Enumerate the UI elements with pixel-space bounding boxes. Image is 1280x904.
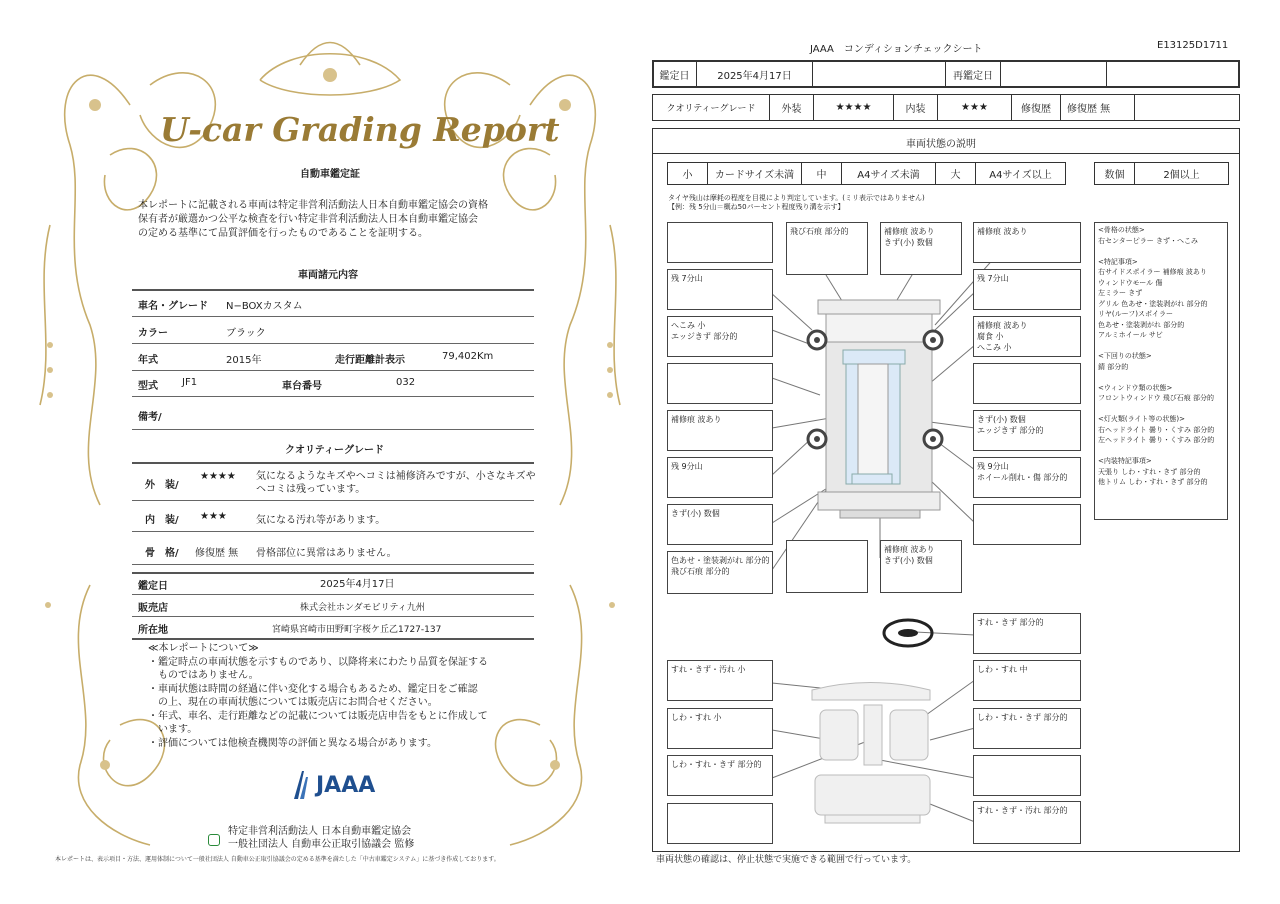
chassis-value: 032 [396,377,416,388]
tire-note-2: 【例：残 5分山＝概ね50パーセント程度残り溝を示す】 [668,203,845,211]
comment-driver-seat: しわ・すれ 小 [671,713,722,722]
specs-header: 車両諸元内容 [298,270,358,281]
ext-stars: ★★★★ [835,102,872,113]
comment-dashboard: すれ・きず 部分的 [977,618,1044,627]
sheet-date-value: 2025年4月17日 [717,70,792,82]
count-label: 数個 [1104,170,1125,181]
fair-trade-icon [208,834,220,846]
comment-rear-interior: すれ・きず・汚れ 部分的 [977,806,1068,815]
comment-right-fender: 補修痕 波あり 腐食 小 へこみ 小 [977,321,1028,352]
exterior-note: 気になるようなキズやヘコミは補修済みですが、小さなキズや ヘコミは残っています。 [256,471,536,495]
dealer-value: 株式会社ホンダモビリティ九州 [300,603,425,613]
comment-passenger-seat: しわ・すれ・きず 部分的 [977,713,1068,722]
exterior-label: 外 装/ [145,480,179,491]
remarks-label: 備考/ [138,412,162,423]
quality-header: クオリティーグレード [285,445,384,456]
sheet-title: JAAA コンディションチェックシート [810,44,983,55]
comment-front-right: 補修痕 波あり [977,227,1028,236]
car-name-label: 車名・グレード [138,301,208,312]
comment-left-tire-front: 残 7分山 [671,274,703,283]
year-label: 年式 [138,355,158,366]
model-label: 型式 [138,381,158,392]
report-footer: 本レポートは、表示項目・方法、運用体制について一般社団法人 自動車公正取引協議会の定める基準を満たした「中古車鑑定システム」に基づき作成しております。 [55,856,500,863]
comment-front-left: 飛び石痕 部分的 [790,227,849,236]
org-name-2: 一般社団法人 自動車公正取引協議会 監修 [228,839,415,850]
report-subtitle: 自動車鑑定証 [300,169,360,180]
org-name-1: 特定非営利活動法人 日本自動車鑑定協会 [228,826,412,837]
int-stars: ★★★ [961,102,988,113]
sheet-date-label: 鑑定日 [659,70,690,82]
count-desc: 2個以上 [1163,170,1200,181]
address-value: 宮崎県宮崎市田野町字桜ケ丘乙1727-137 [272,625,442,635]
repair-label: 修復歴 [1021,104,1051,115]
comment-right-tire-rear: 残 9分山 ホイール削れ・傷 部分的 [977,462,1068,482]
color-value: ブラック [226,328,266,339]
interior-label: 内 装/ [145,515,179,526]
model-value: JF1 [182,377,198,388]
size-large-desc: A4サイズ以上 [989,170,1052,181]
report-title: U-car Grading Report [160,110,560,149]
comment-left-rear: きず(小) 数個 [671,509,720,518]
color-label: カラー [138,328,168,339]
side-notes: <骨格の状態> 右センターピラー きず・へこみ <特記事項> 右サイドスポイラー 補修痕 波あり ウィンドウモール 傷 左ミラー きず グリル 色あせ・塗装剥がれ 部分的 リヤ(ルーフ)スポイラー 色あせ・塗装剥がれ 部分的 アルミホイール サビ <下回りの状態> 錆 部分的 <ウィンドウ類の状態> フロントウィンドウ 飛び石痕 部分的 <灯火類(ライト等の状態)> 右ヘッドライト 曇り・くすみ 部分的 左ヘッドライト 曇り・くすみ 部分的 <内装特記事項> 天張り しわ・すれ・きず 部分的 他トリム しわ・すれ・きず 部分的 [1094,222,1228,520]
car-name-value: N−BOXカスタム [226,301,303,312]
size-small-label: 小 [682,170,693,181]
comment-rear-center: 補修痕 波あり きず(小) 数個 [884,545,935,565]
sheet-footer: 車両状態の確認は、停止状態で実施できる範囲で行っています。 [656,855,917,865]
comment-right-door: きず(小) 数個 エッジきず 部分的 [977,415,1044,435]
comment-interior-front-right: しわ・すれ 中 [977,665,1028,674]
repair-value: 修復歴 無 [1067,104,1111,115]
state-header: 車両状態の説明 [906,139,976,150]
mileage-label: 走行距離計表示 [335,355,405,366]
year-value: 2015年 [226,355,262,366]
size-mid-label: 中 [816,170,827,181]
frame-note: 骨格部位に異常はありません。 [256,548,397,559]
comment-left-tire-rear: 残 9分山 [671,462,703,471]
interior-note: 気になる汚れ等があります。 [256,515,386,526]
sheet-quality-label: クオリティーグレード [666,104,756,114]
interior-stars: ★★★ [200,511,227,522]
size-large-label: 大 [950,170,961,181]
date-value: 2025年4月17日 [320,579,395,590]
reinspect-label: 再鑑定日 [953,70,993,82]
chassis-label: 車台番号 [282,381,322,392]
mileage-value: 79,402Km [442,351,494,362]
tire-note-1: タイヤ残山は摩耗の程度を目視により判定しています。(ミリ表示ではありません) [668,194,925,202]
jaaa-logo-icon [292,769,312,801]
comment-front-center: 補修痕 波あり きず(小) 数個 [884,227,935,247]
dealer-label: 販売店 [138,603,168,614]
sheet-code: E13125D1711 [1157,40,1229,51]
comment-left-door: 補修痕 波あり [671,415,722,424]
exterior-stars: ★★★★ [200,471,236,482]
size-mid-desc: A4サイズ未満 [857,170,920,181]
ext-label: 外装 [781,104,802,115]
comment-interior-front-left: すれ・きず・汚れ 小 [671,665,746,674]
comment-left-fender: へこみ 小 エッジきず 部分的 [671,321,738,341]
int-label: 内装 [905,104,926,115]
comment-right-tire-front: 残 7分山 [977,274,1009,283]
comment-rear-left: 色あせ・塗装剥がれ 部分的 飛び石痕 部分的 [671,556,770,576]
frame-label: 骨 格/ [145,548,179,559]
notice-block: ≪本レポートについて≫ ・鑑定時点の車両状態を示すものであり、以降将来にわたり品質を保証する ものではありません。 ・車両状態は時間の経過に伴い変化する場合もあるため、鑑定日をご確認 の上、現在の車両状態については販売店にお問合せください。 ・年式、車名、走行距離などの記載については販売店申告をもとに作成して います。 ・評価については他検査機関等の評価と異なる場合があります。 [148,643,488,749]
date-label: 鑑定日 [138,581,168,592]
grading-report [30,25,630,875]
frame-value: 修復歴 無 [195,548,239,559]
size-small-desc: カードサイズ未満 [714,170,795,181]
jaaa-logo-text: JAAA [316,773,376,798]
address-label: 所在地 [138,625,168,636]
intro-text: 本レポートに記載される車両は特定非営利活動法人日本自動車鑑定協会の資格 保有者が厳選かつ公平な検査を行い特定非営利活動法人日本自動車鑑定協会 の定める基準にて品質評価を行ったものであることを証明する。 [138,200,488,239]
comment-rear-seat-left: しわ・すれ・きず 部分的 [671,760,762,769]
